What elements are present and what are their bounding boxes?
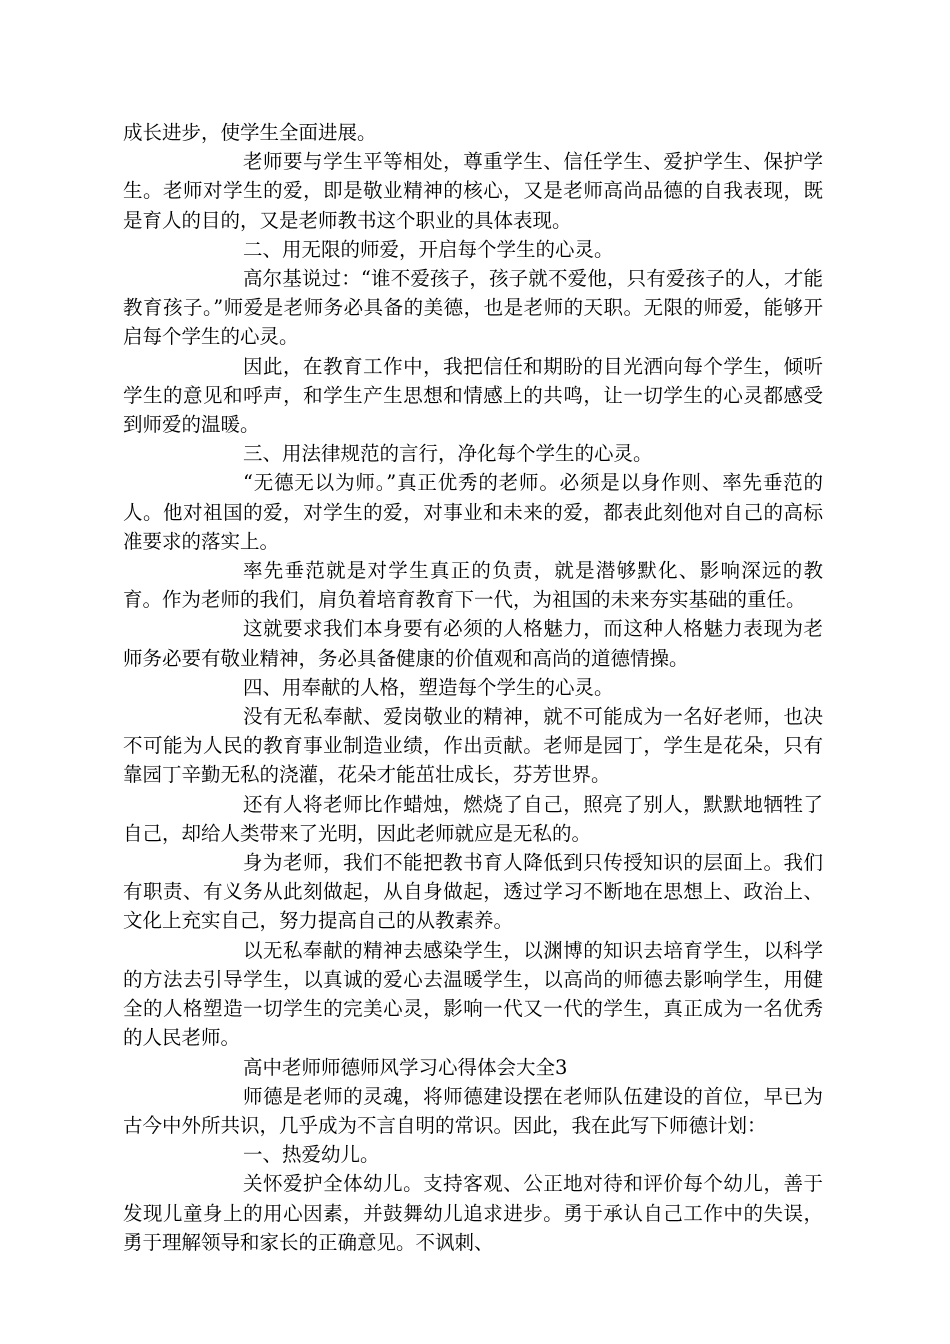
article-title-3: 高中老师师德师风学习心得体会大全3	[243, 1055, 568, 1079]
paragraph-charisma: 这就要求我们本身要有必须的人格魅力，而这种人格魅力表现为老师务必要有敬业精神，务必具备健康的价值观和高尚的道德情操。	[123, 617, 823, 670]
paragraph-continuation: 成长进步，使学生全面进展。	[123, 121, 377, 144]
document-page	[123, 118, 823, 1257]
paragraph-virtue-quote: “无德无以为师。”真正优秀的老师。必须是以身作则、率先垂范的人。他对祖国的爱，对学生的爱，对事业和未来的爱，都表此刻他对自己的高标准要求的落实上。	[123, 471, 823, 553]
paragraph-care-children: 关怀爱护全体幼儿。支持客观、公正地对待和评价每个幼儿，善于发现儿童身上的用心因素，并鼓舞幼儿追求进步。勇于承认自己工作中的失误，勇于理解领导和家长的正确意见。不讽刺、	[123, 1172, 823, 1254]
paragraph-teacher-respect: 老师要与学生平等相处，尊重学生、信任学生、爱护学生、保护学生。老师对学生的爱，即是敬业精神的核心，又是老师高尚品德的自我表现，既是育人的目的，又是老师教书这个职业的具体表现。	[123, 150, 823, 232]
heading-section-4: 四、用奉献的人格，塑造每个学生的心灵。	[243, 675, 614, 699]
paragraph-candle: 还有人将老师比作蜡烛，燃烧了自己，照亮了别人，默默地牺牲了自己，却给人类带来了光明，因此老师就应是无私的。	[123, 792, 823, 845]
heading-section-2: 二、用无限的师爱，开启每个学生的心灵。	[243, 237, 614, 261]
paragraph-trust: 因此，在教育工作中，我把信任和期盼的目光洒向每个学生，倾听学生的意见和呼声，和学生产生思想和情感上的共鸣，让一切学生的心灵都感受到师爱的温暖。	[123, 354, 823, 437]
heading-section-3: 三、用法律规范的言行，净化每个学生的心灵。	[243, 442, 653, 466]
paragraph-dedication: 没有无私奉献、爱岗敬业的精神，就不可能成为一名好老师，也决不可能为人民的教育事业制造业绩，作出贡献。老师是园丁，学生是花朵，只有靠园丁辛勤无私的浇灌，花朵才能茁壮成长，芬芳世界。	[123, 705, 823, 787]
paragraph-gorky-quote: 高尔基说过：“谁不爱孩子，孩子就不爱他，只有爱孩子的人，才能教育孩子。”师爱是老师务必具备的美德，也是老师的天职。无限的师爱，能够开启每个学生的心灵。	[123, 267, 823, 349]
paragraph-ethics-soul: 师德是老师的灵魂，将师德建设摆在老师队伍建设的首位，早已为古今中外所共识，几乎成为不言自明的常识。因此，我在此写下师德计划：	[123, 1084, 823, 1137]
paragraph-responsibility: 身为老师，我们不能把教书育人降低到只传授知识的层面上。我们有职责、有义务从此刻做起，从自身做起，透过学习不断地在思想上、政治上、文化上充实自己，努力提高自己的从教素养。	[123, 851, 823, 933]
paragraph-inspire: 以无私奉献的精神去感染学生，以渊博的知识去培育学生，以科学的方法去引导学生，以真诚的爱心去温暖学生，以高尚的师德去影响学生，用健全的人格塑造一切学生的完美心灵，影响一代又一代的学生，真正成为一名优秀的人民老师。	[123, 938, 823, 1050]
heading-love-children: 一、热爱幼儿。	[243, 1143, 380, 1167]
paragraph-role-model: 率先垂范就是对学生真正的负责，就是潜够默化、影响深远的教育。作为老师的我们，肩负着培育教育下一代，为祖国的未来夯实基础的重任。	[123, 559, 823, 612]
